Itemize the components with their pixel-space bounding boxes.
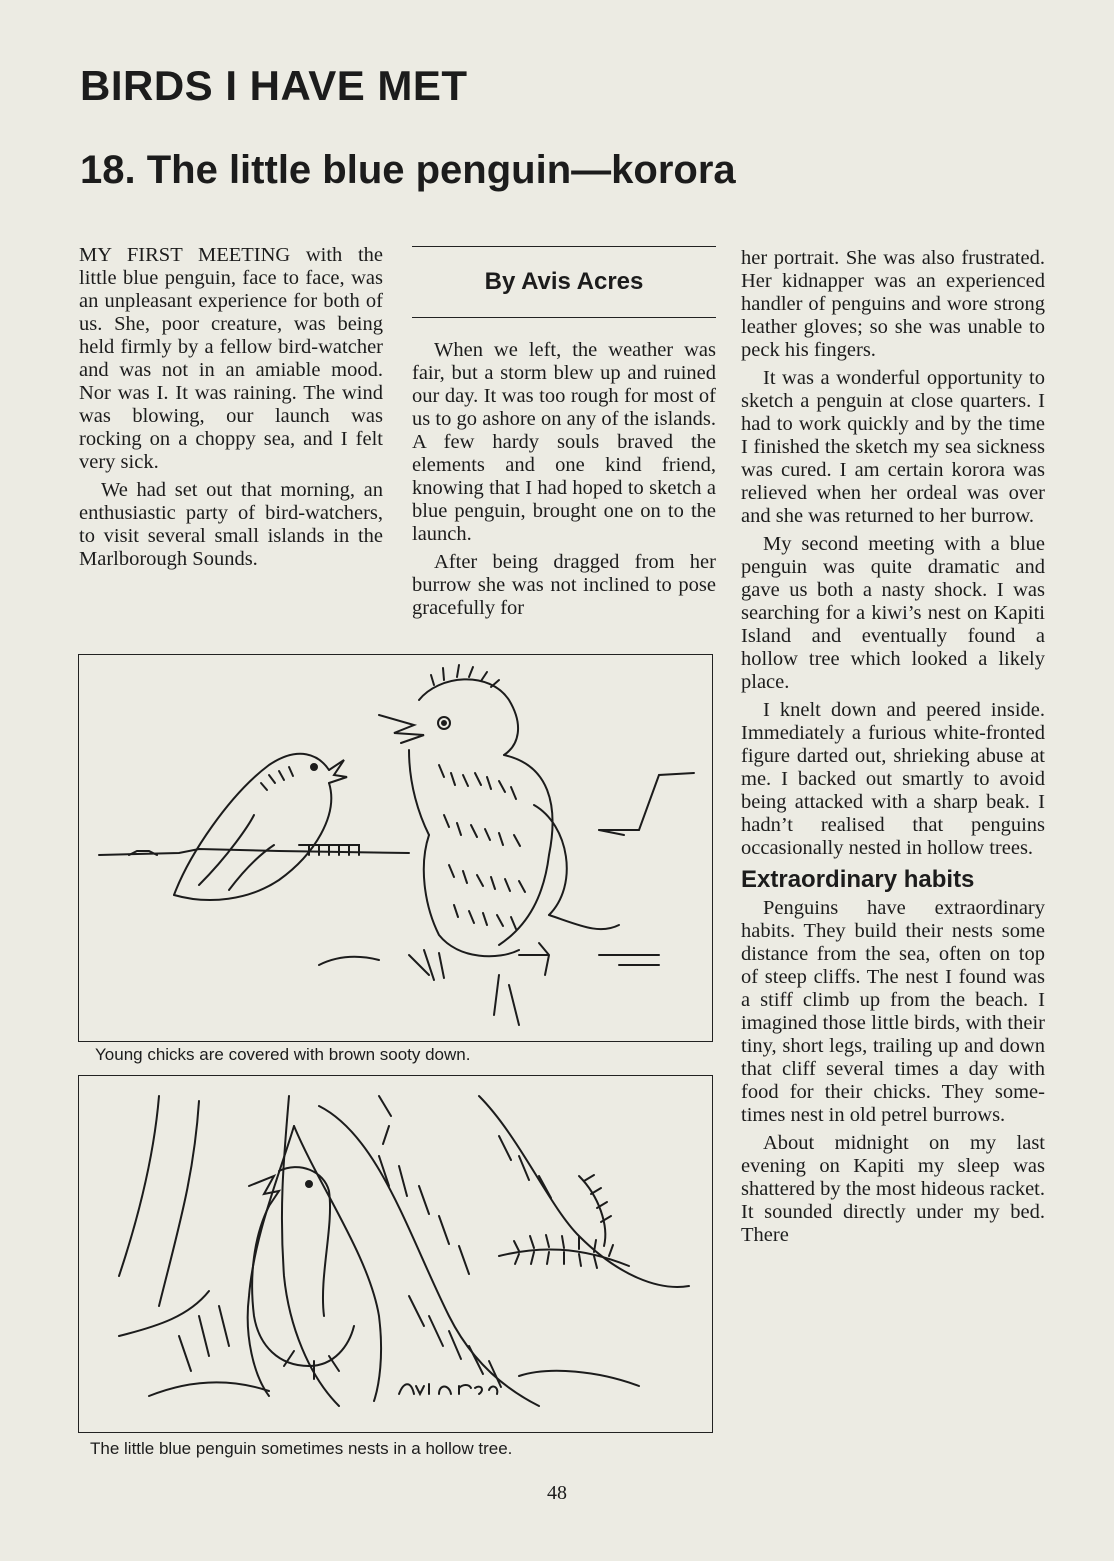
paragraph: Penguins have extraordinary habits. They build their nests some distance from the sea, often on top of steep cliffs. The nest I found was a stiff climb up from the beach. I imagined those little birds, with their tiny, short legs, trailing up and down that cliff several times a day with food for their chicks. They sometimes nest in old petrel burrows. bbox=[741, 897, 1045, 1126]
column-2 bbox=[412, 339, 716, 625]
paragraph: We had set out that morning, an enthusiastic party of bird-watchers, to visit several small islands in the Marlborough Sounds. bbox=[79, 479, 383, 570]
paragraph: MY FIRST MEETING with the little blue penguin, face to face, was an unpleasant experience for both of us. She, poor creature, was being held firmly by a fellow bird-watcher and was not in an amiable mood. Nor was I. It was raining. The wind was blowing, our launch was rocking on a choppy sea, and I felt very sick. bbox=[79, 244, 383, 473]
byline: By Avis Acres bbox=[484, 268, 644, 295]
penguin-in-tree-drawing bbox=[79, 1076, 712, 1432]
byline-rule-top bbox=[412, 246, 716, 247]
column-3 bbox=[741, 247, 1045, 1252]
paragraph: It was a wonderful opportunity to sketch a penguin at close quarters. I had to work quickly and by the time I finished the sketch my sea sickness was cured. I am certain korora was relieved when her ordeal was over and she was returned to her burrow. bbox=[741, 367, 1045, 527]
byline-rule-bottom bbox=[412, 317, 716, 318]
paragraph: After being dragged from her burrow she was not inclined to pose gracefully for bbox=[412, 551, 716, 619]
column-1 bbox=[79, 244, 383, 576]
series-title: BIRDS I HAVE MET bbox=[80, 62, 468, 109]
figure-caption: The little blue penguin sometimes nests in a hollow tree. bbox=[90, 1439, 513, 1458]
penguin-chicks-drawing bbox=[79, 655, 712, 1041]
figure-hollow-tree-illustration bbox=[78, 1075, 713, 1433]
figure-chicks-illustration bbox=[78, 654, 713, 1042]
subheading: Extraordinary habits bbox=[741, 866, 975, 893]
page-number: 48 bbox=[547, 1482, 567, 1504]
paragraph: When we left, the weather was fair, but a storm blew up and ruined our day. It was too rough for most of us to go ashore on any of the islands. A few hardy souls braved the elements and one kind friend, knowing that I had hoped to sketch a blue penguin, brought one on to the launch. bbox=[412, 339, 716, 545]
paragraph: I knelt down and peered inside. Immediately a furious white-fronted figure darted out, shrieking abuse at me. I backed out smartly to avoid being attacked with a sharp beak. I hadn’t realised that penguins occasionally nested in hollow trees. bbox=[741, 699, 1045, 859]
paragraph: My second meeting with a blue penguin was quite dramatic and gave us both a nasty shock. I was searching for a kiwi’s nest on Kapiti Island and eventually found a hollow tree which looked a likely place. bbox=[741, 533, 1045, 693]
article-title: 18. The little blue penguin—korora bbox=[80, 148, 736, 192]
paragraph: About midnight on my last evening on Kapiti my sleep was shattered by the most hideous racket. It sounded directly under my bed. There bbox=[741, 1132, 1045, 1246]
paragraph: her portrait. She was also frustrated. Her kidnapper was an experienced handler of penguins and wore strong leather gloves; so she was unable to peck his fingers. bbox=[741, 247, 1045, 361]
figure-caption: Young chicks are covered with brown sooty down. bbox=[95, 1045, 471, 1064]
